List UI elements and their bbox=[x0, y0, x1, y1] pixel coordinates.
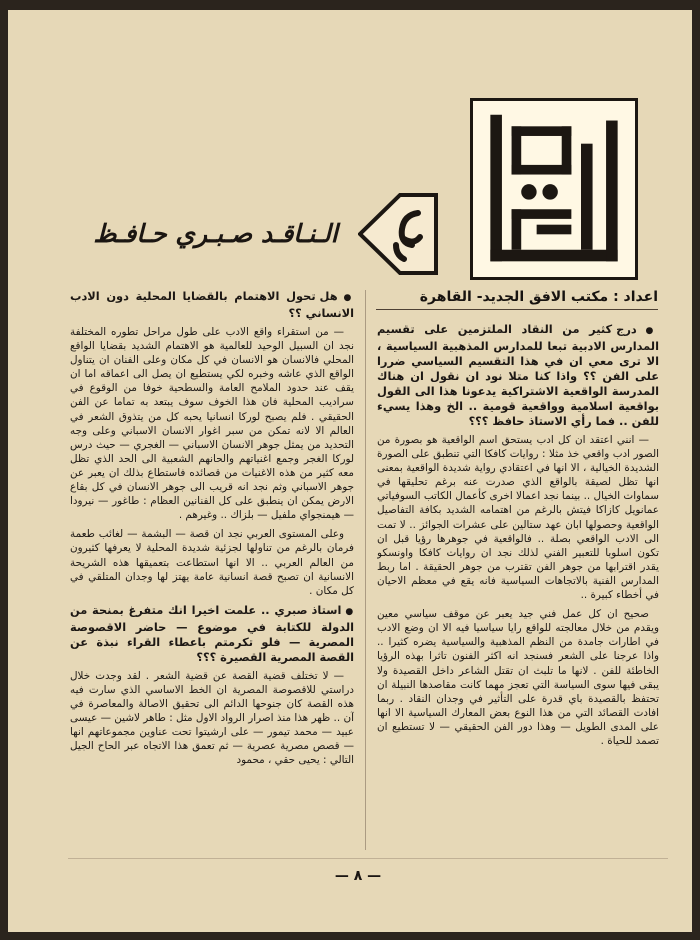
question-1: ● درج كثير من النقاد الملتزمين على تقسيم المدارس الادبية تبعا للمدارس المذهبية السياسية ، الا ترى معي ان في هذا التقسيم السياسي ضررا على الفن ؟؟ واذا كنا متلا نود ان نقول ان هناك المدرسة الواقعية الاشتراكية يدعونا هذا الى القول بواقعية اسلامية وواقعية قومية .. الخ وهذا يسيء للفن .. فما رأي الاستاذ حافظ ؟؟؟ bbox=[377, 322, 659, 429]
answer-paragraph: صحيح ان كل عمل فني جيد يعبر عن موقف سياسي معين ويقدم من خلال معالجته للواقع رايا سياسيا فيه الا ان وضع الادب في اطارات جامدة من النظم المذهبية والسياسية يضره كثيرا .. واذا عرجنا على الشعر فسنجد انه اكثر الفنون تاثرا بهذه الرؤيا الخاطئة للفن . لانها ما تلبث ان تقتل الشاعر داخل القصيدة ولا يبقى فيها سوى السياسة التي تعجز مهما كانت مقاصدها النبيلة ان تحتفظ بالقصيدة باي قدرة على التأثير في وجدان النقاد . ربما افادت القصائد التي من هذا النوع بعض المعارك السياسية الا انها على المدى الطويل — وهذا دور الفن الحقيقي — لا تستطيع ان تصمد للحياة . bbox=[377, 608, 659, 747]
question-2: ● هل تحول الاهتمام بالقضايا المحلية دون الادب الانساني ؟؟ bbox=[70, 289, 354, 321]
page-number: — ٨ — bbox=[334, 868, 382, 884]
interview-title: الـنـاقـد صـبـري حـافـظ bbox=[93, 219, 338, 248]
answer-paragraph: — لا تختلف قضية القصة عن قضية الشعر . لقد وجدت خلال دراستي للاقصوصة المصرية ان الخط الاساسي الذي سارت فيه هذه القصة كان جنوحها الدائم الى تحقيق الاصالة والمعاصرة في آن .. ظهر هذا منذ اصرار الرواد الاول مثل : طاهر لاشين — عيسى عبيد — محمد تيمور — على ارشيتوا تحت عناوين مجموعاتهم انها — قصص مصرية عصرية — ثم تعمق هذا الاتجاه عبر الحاح الجيل التالي : يحيى حقي ، محمود bbox=[70, 669, 354, 767]
logo-calligraphy-graphic bbox=[473, 101, 635, 277]
right-column bbox=[377, 322, 659, 862]
question-3: ● استاذ صبري .. علمت اخيرا انك متفرغ بمنحة من الدولة للكتابة في موضوع — حاضر الاقصوصة المصرية — فلو تكرمتم باعطاء القراء نبذة عن القصة المصرية القصيرة ؟؟؟ bbox=[70, 603, 354, 665]
column-divider bbox=[365, 290, 366, 850]
magazine-page bbox=[8, 10, 692, 932]
bottom-rule bbox=[68, 858, 668, 859]
answer-paragraph: وعلى المستوى العربي نجد ان قصة — البشمة — لغائب طعمة فرمان بالرغم من تناولها لجزئية شديدة المحلية لا يعرفها كثيرون من العالم العربي .. الا انها استطاعت بتعميقها هذه الشريحة الانسانية ان تصبح قصة انسانية عامة يهتز لها وجدان المتلقي في كل مكان . bbox=[70, 528, 354, 597]
answer-paragraph: — من استقراء واقع الادب على طول مراحل تطوره المختلفة نجد ان السبيل الوحيد للعالمية هو الاهتمام الشديد بقضايا الواقع المحلي فالانسان هو الانسان في كل مكان وعلى الفنان ان يتناول الواقع الذي عاشه وخبره لكي يستطيع ان يصل الى اعماقه اما ان يقف عند حدود الملامح العامة والسطحية خوفا من الوقوع في سراديب المحلية فان هذا الخوف سوف يبتعد به تماما عن الفن الحقيقي . فلم يصبح لوركا انسانيا يحبه كل من يتذوق الشعر في العالم الا لانه تمكن من سبر اغوار الانسان الاسباني وعلى وجه التحديد من يمثل جوهر الانسان الاسباني — الغجري — حيث درس لوركا الغجر وجمع اغنياتهم والحانهم الشعبية الى الحد الذي تظل معه كثير من هذه الاغنيات من قصائده فاستطاع بذلك ان يعبر عن جوهر الاسباني وثم نجد انه قريب الى جوهر الانسان في كل بقاع الارض يمكن ان ينطبق على كل الفنانين العظام : طاغور — نيرودا — هيمنجواي ملفيل — بلزاك .. وغيرهم . bbox=[70, 326, 354, 522]
prepared-by-credit: اعداد : مكتب الافق الجديد- القاهرة bbox=[376, 289, 658, 310]
answer-paragraph: — انني اعتقد ان كل ادب يستحق اسم الواقعية هو بصورة من الصور ادب واقعي خذ مثلا : روايات كافكا التي تنطبق على الصورة الشديدة الخيالية ، الا انها في اعتقادي رواية شديدة الواقعية بمعنى انها تظل لصيقة بالواقع الذي صدرت عنه برغم تحليقها في سماوات الخيال .. بينما نجد اعمالا اخرى كأعمال الكاتب السوفياتي عمانويل كازاكا فيتش بالرغم من اهتمامه الشديد بكافة التفاصيل الواقعية وحصولها ابان عهد ستالين على عشرات الجوائز .. لا تمت الى الادب الواقعي بصلة .. فالواقعية في جوهرها رؤيا قبل ان تكون اسلوبا للتعبير الفني لذلك نجد ان روايات كافكا واونسكو يقدر اقترابها من جوهر الفن تقترب من جوهر الحقيقة . اما ربط المدارس الفنية بالاتجاهات السياسية فانه يقع في معظم الاحيان في أخطاء كبيرة .. bbox=[377, 434, 659, 602]
interview-logo bbox=[470, 98, 638, 280]
left-column bbox=[70, 289, 354, 852]
chevron-badge-icon bbox=[358, 193, 438, 275]
